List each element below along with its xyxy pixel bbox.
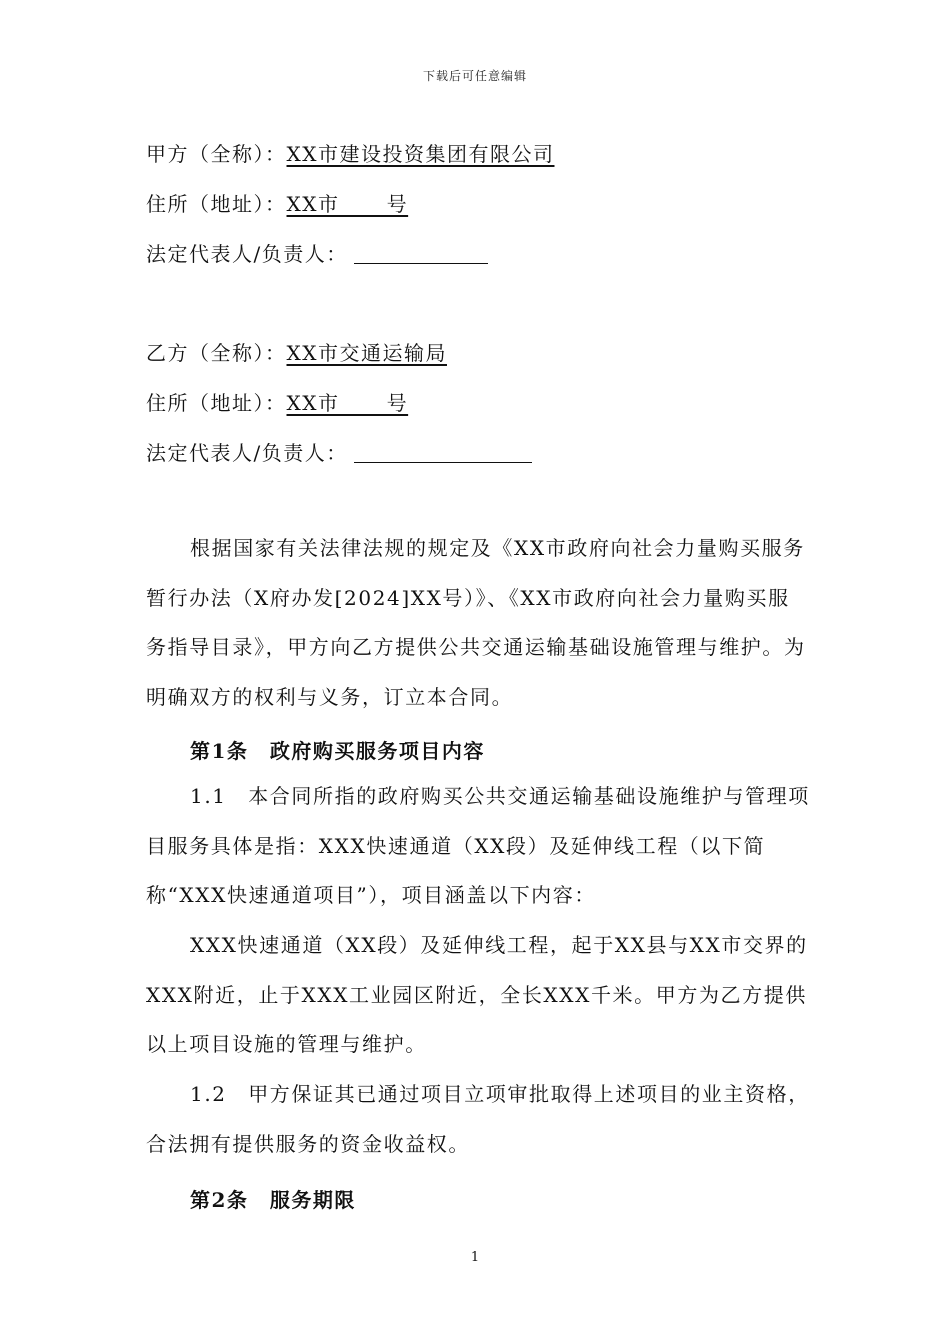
party-b-name-value: XX市交通运输局 (286, 341, 447, 365)
clause-1-2: 1.2 甲方保证其已通过项目立项审批取得上述项目的业主资格，合法拥有提供服务的资金收益权。 (146, 1082, 810, 1156)
party-b-rep-line (146, 437, 532, 466)
party-b-name-line (146, 337, 447, 366)
article-2-heading: 第2条 服务期限 (190, 1188, 356, 1212)
intro-paragraph: 根据国家有关法律法规的规定及《XX市政府向社会力量购买服务暂行办法（X府办发[2024]XX号）》、《XX市政府向社会力量购买服务指导目录》，甲方向乙方提供公共交通运输基础设施管理与维护。为明确双方的权利与义务，订立本合同。 (146, 536, 806, 709)
party-a-name-value: XX市建设投资集团有限公司 (286, 142, 555, 166)
clause-1-1: 1.1 本合同所指的政府购买公共交通运输基础设施维护与管理项目服务具体是指：XXX快速通道（XX段）及延伸线工程（以下简称“XXX快速通道项目”），项目涵盖以下内容： (146, 784, 810, 907)
party-b-address-label: 住所（地址）： (146, 391, 287, 415)
party-b-rep-label: 法定代表人/负责人： (146, 441, 348, 465)
page-header-note: 下载后可任意编辑 (422, 69, 527, 83)
party-a-rep-blank (354, 243, 488, 264)
clause-1-1-detail: XXX快速通道（XX段）及延伸线工程，起于XX县与XX市交界的XXX附近，止于XXX工业园区附近，全长XXX千米。甲方为乙方提供以上项目设施的管理与维护。 (146, 933, 808, 1056)
party-b-address-line (146, 387, 408, 416)
party-b-rep-blank (354, 442, 532, 463)
party-a-name-label: 甲方（全称）： (146, 142, 287, 166)
party-b-name-label: 乙方（全称）： (146, 341, 287, 365)
party-a-address-line (146, 188, 408, 217)
party-a-rep-label: 法定代表人/负责人： (146, 242, 348, 266)
party-a-rep-line (146, 238, 488, 267)
party-a-name-line (146, 138, 554, 167)
article-1-heading: 第1条 政府购买服务项目内容 (190, 739, 485, 763)
party-a-address-label: 住所（地址）： (146, 192, 287, 216)
party-a-address-value: XX市 号 (286, 192, 409, 216)
page-number: 1 (470, 1250, 480, 1265)
party-b-address-value: XX市 号 (286, 391, 409, 415)
